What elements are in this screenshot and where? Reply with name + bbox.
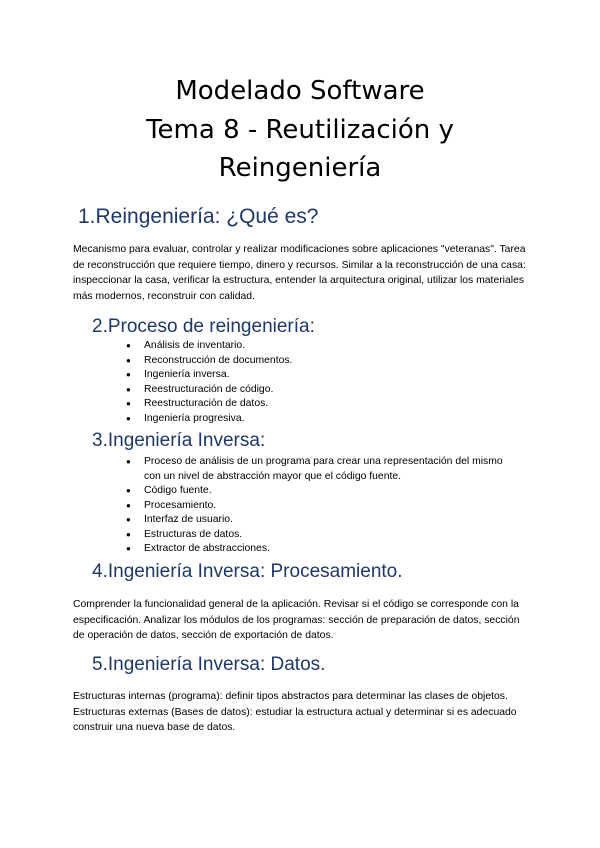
list-item [0, 484, 504, 499]
section-1-number: 1. [78, 205, 96, 228]
section-2-heading [92, 316, 315, 338]
list-item-text: Ingeniería progresiva. [144, 412, 245, 424]
list-item [0, 397, 504, 412]
list-item-text: Estructuras de datos. [144, 528, 243, 540]
section-3-title: Ingeniería Inversa: [107, 430, 266, 451]
list-item-text: Reestructuración de código. [144, 383, 274, 395]
bullet-icon: ● [126, 413, 131, 423]
list-item-text: Código fuente. [144, 485, 212, 496]
section-5-paragraph: Estructuras internas (programa): definir tipos abstractos para determinar las clases de objetos. Estructuras externas (Bases de datos): estudiar la estructura actual y determinar si es adecuado construir una nueva base de datos. [73, 691, 517, 733]
list-item-text: Procesamiento. [144, 499, 217, 511]
section-3-bullet-list [0, 455, 504, 557]
list-item [0, 368, 504, 383]
list-item [0, 412, 504, 427]
section-1-title: Reingeniería: ¿Qué es? [95, 205, 319, 228]
bullet-icon: ● [126, 341, 131, 350]
bullet-icon: ● [126, 457, 131, 466]
list-item [0, 513, 504, 528]
bullet-icon: ● [126, 399, 131, 408]
section-2-title: Proceso de reingeniería: [107, 316, 315, 337]
list-item-text: Análisis de inventario. [144, 340, 246, 351]
document-title-line-3: Reingeniería [218, 153, 382, 183]
list-item-text: Ingeniería inversa. [144, 369, 230, 380]
section-4-heading [92, 561, 403, 583]
bullet-icon: ● [126, 486, 131, 495]
section-4-title: Ingeniería Inversa: Procesamiento. [107, 561, 403, 582]
section-5-number: 5. [92, 654, 108, 675]
section-3-heading [92, 430, 265, 452]
list-item-text: Reestructuración de datos. [144, 398, 269, 409]
section-5-title: Ingeniería Inversa: Datos. [107, 654, 326, 675]
list-item [0, 354, 504, 369]
list-item-text: Interfaz de usuario. [144, 514, 233, 525]
list-item [0, 542, 504, 557]
section-1-heading [78, 205, 318, 229]
bullet-icon: ● [126, 500, 131, 510]
section-5-heading [92, 654, 325, 676]
section-1-paragraph: Mecanismo para evaluar, controlar y realizar modificaciones sobre aplicaciones "veteranas". Tarea de reconstrucción que requiere tiempo, dinero y recursos. Similar a la reconstrucción de una casa: inspeccionar la casa, verificar la estructura, entender la arquitectura original, utilizar los materiales más modernos, reconstruir con calidad. [73, 244, 526, 302]
list-item-text: Extractor de abstracciones. [144, 543, 270, 554]
list-item [0, 455, 504, 484]
document-title-line-2: Tema 8 - Reutilización y [146, 115, 454, 145]
bullet-icon: ● [126, 515, 131, 524]
section-2-number: 2. [92, 316, 108, 337]
section-4-paragraph: Comprender la funcionalidad general de la aplicación. Revisar si el código se corresponde con la especificación. Analizar los módulos de los programas: sección de preparación de datos, sección de operación de datos, sección de exportación de datos. [73, 599, 520, 641]
bullet-icon: ● [126, 529, 131, 539]
document-title-line-1: Modelado Software [175, 76, 425, 106]
list-item [0, 499, 504, 514]
list-item [0, 339, 504, 354]
list-item-text: Proceso de análisis de un programa para crear una representación del mismo con un nivel de abstracción mayor que el código fuente. [144, 456, 503, 482]
bullet-icon: ● [126, 384, 131, 394]
section-2-bullet-list [0, 339, 504, 426]
bullet-icon: ● [126, 370, 131, 379]
section-4-number: 4. [92, 561, 108, 582]
bullet-icon: ● [126, 355, 131, 365]
bullet-icon: ● [126, 544, 131, 553]
section-3-number: 3. [92, 430, 108, 451]
list-item [0, 528, 504, 543]
list-item-text: Reconstrucción de documentos. [144, 354, 293, 366]
list-item [0, 383, 504, 398]
